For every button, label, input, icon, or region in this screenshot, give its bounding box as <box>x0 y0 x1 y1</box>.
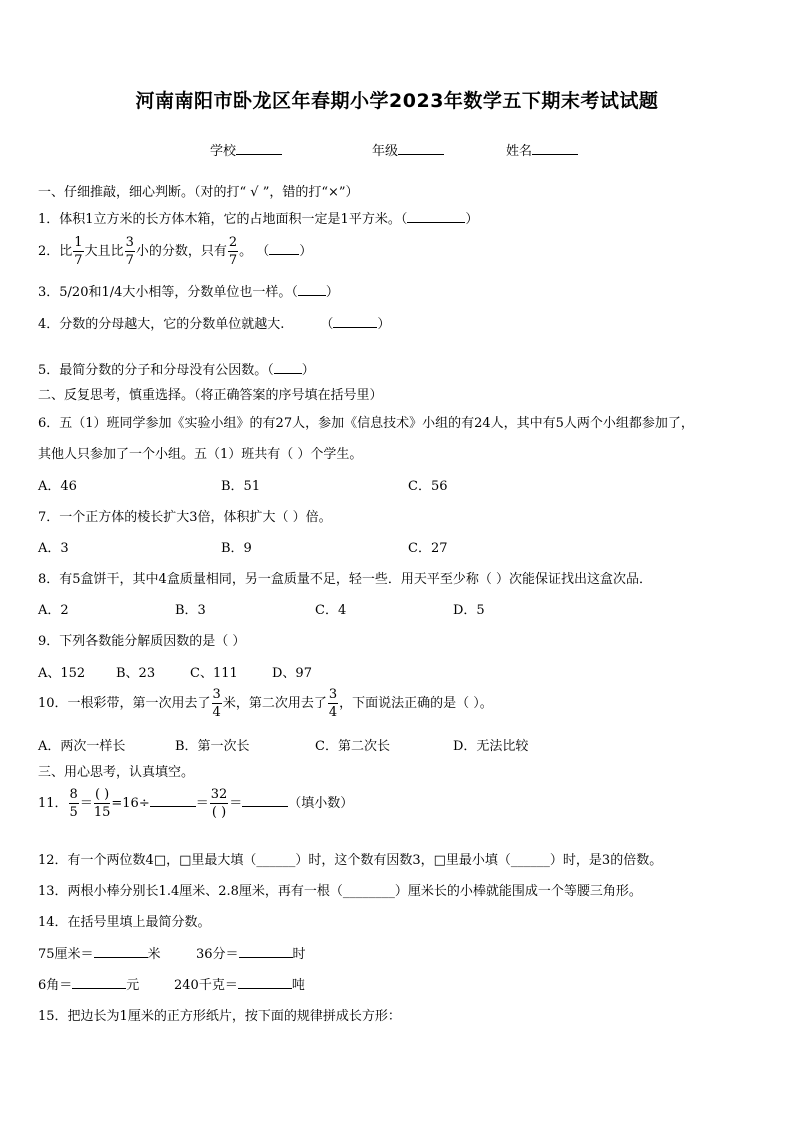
q14-item-a2: 36分＝ 时 <box>196 947 306 962</box>
name-blank <box>532 142 578 155</box>
name-field <box>506 140 578 159</box>
school-label: 学校 <box>210 144 237 159</box>
fraction-2-7: $\frac{2}{7}$ <box>228 235 238 268</box>
answer-blank-3 <box>298 283 326 296</box>
q10-option-d: D．无法比较 <box>453 739 529 754</box>
fraction-3-4-a: $\frac{3}{4}$ <box>212 687 221 720</box>
answer-blank-1 <box>407 210 465 223</box>
question-4: 4．分数的分母越大，它的分数单位就越大. （ ） <box>38 317 391 332</box>
school-field <box>210 140 282 159</box>
question-1: 1．体积1立方米的长方体木箱，它的占地面积一定是1平方米。（ ） <box>38 212 479 227</box>
question-13: 13．两根小棒分别长1.4厘米、2.8厘米，再有一根（________）厘米长的小棒就能围成一个等腰三角形。 <box>38 884 642 899</box>
q14-item-a1: 75厘米＝ 米 <box>38 947 161 962</box>
question-11: 11． $\frac{8}{5}$ ＝ $\frac{( )}{15}$ =16÷ ＝ $\frac{32}{( )}$ ＝ （填小数） <box>38 787 354 820</box>
q8-option-b: B．3 <box>175 603 206 618</box>
q9-option-d: D、97 <box>272 666 312 681</box>
question-5: 5．最简分数的分子和分母没有公因数。（ ） <box>38 363 315 378</box>
question-10: 10．一根彩带，第一次用去了 $\frac{3}{4}$ 米，第二次用去了 $\frac{3}{4}$ ，下面说法正确的是（ ）。 <box>38 687 493 720</box>
fraction-3-4-b: $\frac{3}{4}$ <box>328 687 338 720</box>
q9-option-c: C、111 <box>190 666 238 681</box>
q7-option-b: B．9 <box>221 541 252 556</box>
q14-item-b2: 240千克＝ 吨 <box>174 978 305 993</box>
q8-option-d: D．5 <box>453 603 485 618</box>
answer-blank-5 <box>274 361 302 374</box>
answer-blank-14a1 <box>94 945 148 958</box>
q10-option-c: C．第二次长 <box>315 739 390 754</box>
q10-option-a: A．两次一样长 <box>38 739 126 754</box>
name-label: 姓名 <box>506 144 533 159</box>
question-14: 14．在括号里填上最简分数。 <box>38 915 211 930</box>
grade-field <box>372 140 444 159</box>
section-1-header: 一、仔细推敲，细心判断。（对的打“ √ ”，错的打“×”） <box>38 185 359 200</box>
question-3: 3．5/20和1/4大小相等，分数单位也一样。（ ） <box>38 285 339 300</box>
fraction-1-7: $\frac{1}{7}$ <box>74 235 83 268</box>
section-2-header: 二、反复思考，慎重选择。（将正确答案的序号填在括号里） <box>38 388 383 403</box>
question-12: 12．有一个两位数4□，□里最大填（______）时，这个数有因数3，□里最小填（______）时，是3的倍数。 <box>38 853 663 868</box>
question-15: 15．把边长为1厘米的正方形纸片，按下面的规律拼成长方形： <box>38 1009 401 1024</box>
answer-blank-14a2 <box>239 945 293 958</box>
school-blank <box>236 142 282 155</box>
answer-blank-11a <box>150 794 196 807</box>
answer-blank-14b1 <box>72 976 126 989</box>
q10-option-b: B．第一次长 <box>175 739 250 754</box>
q6-option-b: B．51 <box>221 479 261 494</box>
q9-option-a: A、152 <box>38 666 86 681</box>
q7-option-c: C．27 <box>408 541 448 556</box>
question-7: 7．一个正方体的棱长扩大3倍，体积扩大（ ）倍。 <box>38 510 332 525</box>
question-9: 9．下列各数能分解质因数的是（ ） <box>38 634 246 649</box>
q6-option-c: C．56 <box>408 479 448 494</box>
q7-option-a: A．3 <box>38 541 69 556</box>
grade-label: 年级 <box>372 144 399 159</box>
q9-option-b: B、23 <box>116 666 156 681</box>
q14-item-b1: 6角＝ 元 <box>38 978 140 993</box>
q6-option-a: A．46 <box>38 479 77 494</box>
answer-blank-11b <box>242 794 288 807</box>
grade-blank <box>398 142 444 155</box>
fraction-8-5: $\frac{8}{5}$ <box>69 787 78 820</box>
question-6-line-2: 其他人只参加了一个小组。五（1）班共有（ ）个学生。 <box>38 447 363 462</box>
answer-blank-2 <box>269 242 299 255</box>
fraction-32-blank: $\frac{32}{( )}$ <box>210 787 228 820</box>
section-3-header: 三、用心思考，认真填空。 <box>38 765 195 780</box>
fraction-3-7: $\frac{3}{7}$ <box>125 235 134 268</box>
fraction-blank-15: $\frac{( )}{15}$ <box>93 787 111 820</box>
question-2: 2．比 $\frac{1}{7}$ 大且比 $\frac{3}{7}$ 小的分数，只有 $\frac{2}{7}$ 。 （ ） <box>38 235 313 268</box>
answer-blank-14b2 <box>238 976 292 989</box>
q8-option-c: C．4 <box>315 603 347 618</box>
question-6-line-1: 6．五（1）班同学参加《实验小组》的有27人，参加《信息技术》小组的有24人，其中有5人两个小组都参加了， <box>38 416 694 431</box>
answer-blank-4 <box>333 315 377 328</box>
question-8: 8．有5盒饼干，其中4盒质量相同，另一盒质量不足，轻一些．用天平至少称（ ）次能保证找出这盒次品． <box>38 572 652 587</box>
q8-option-a: A．2 <box>38 603 69 618</box>
page-title: 河南南阳市卧龙区年春期小学2023年数学五下期末考试试题 <box>135 90 659 112</box>
